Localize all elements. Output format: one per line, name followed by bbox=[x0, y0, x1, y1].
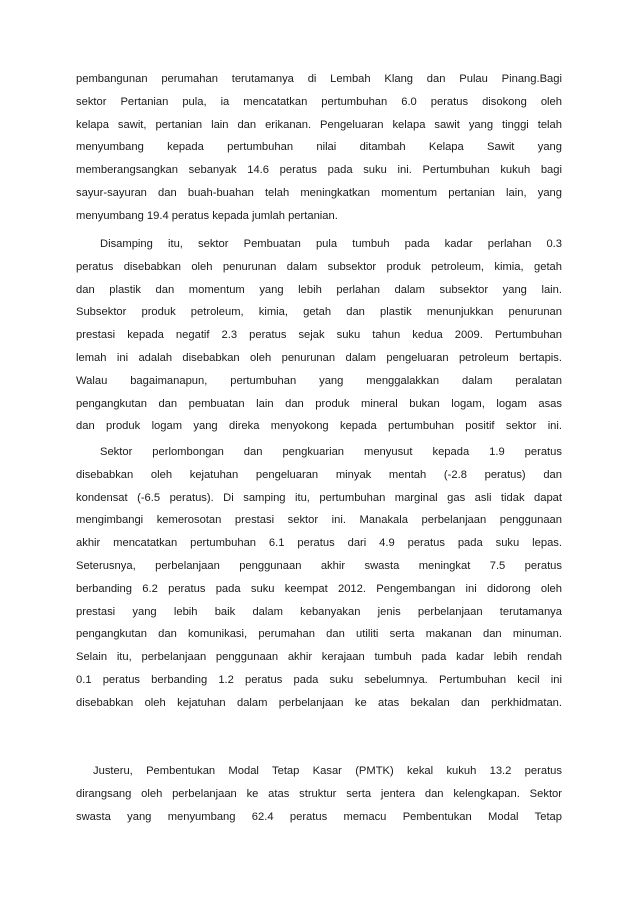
text-line: Justeru, Pembentukan Modal Tetap Kasar (PMTK) kekal kukuh 13.2 peratus bbox=[93, 765, 562, 777]
text-line: pengangkutan dan pembuatan lain dan produk mineral bukan logam, logam asas bbox=[76, 397, 562, 410]
text-line: lemah ini adalah disebabkan oleh penurunan dalam pengeluaran petroleum bertapis. bbox=[76, 351, 562, 364]
text-line: dan plastik dan momentum yang lebih perlahan dalam subsektor yang lain. bbox=[76, 283, 562, 296]
text-line: sektor Pertanian pula, ia mencatatkan pertumbuhan 6.0 peratus disokong oleh bbox=[76, 95, 562, 108]
text-line: memberangsangkan sebanyak 14.6 peratus pada suku ini. Pertumbuhan kukuh bagi bbox=[76, 164, 562, 177]
text-line: berbanding 6.2 peratus pada suku keempat 2012. Pengembangan ini didorong oleh bbox=[76, 582, 562, 595]
text-line: disebabkan oleh kejatuhan dalam perbelanjaan ke atas bekalan dan perkhidmatan. bbox=[76, 696, 562, 709]
text-line: 0.1 peratus berbanding 1.2 peratus pada suku sebelumnya. Pertumbuhan kecil ini bbox=[76, 673, 562, 686]
text-line: Seterusnya, perbelanjaan penggunaan akhir swasta meningkat 7.5 peratus bbox=[76, 559, 562, 572]
text-line: peratus disebabkan oleh penurunan dalam subsektor produk petroleum, kimia, getah bbox=[76, 260, 562, 273]
paragraph-agriculture bbox=[76, 68, 562, 228]
paragraph-mining bbox=[76, 441, 562, 715]
paragraph-manufacturing bbox=[76, 233, 562, 438]
paragraph-investment bbox=[76, 760, 562, 828]
text-line: menyumbang kepada pertumbuhan nilai ditambah Kelapa Sawit yang bbox=[76, 141, 562, 154]
text-line: mengimbangi kemerosotan prestasi sektor ini. Manakala perbelanjaan penggunaan bbox=[76, 514, 562, 527]
text-line: Disamping itu, sektor Pembuatan pula tumbuh pada kadar perlahan 0.3 bbox=[100, 238, 562, 250]
text-line: Walau bagaimanapun, pertumbuhan yang menggalakkan dalam peralatan bbox=[76, 374, 562, 387]
text-line: kelapa sawit, pertanian lain dan erikanan. Pengeluaran kelapa sawit yang tinggi telah bbox=[76, 118, 562, 131]
text-line: Subsektor produk petroleum, kimia, getah dan plastik menunjukkan penurunan bbox=[76, 306, 562, 319]
text-line: pengangkutan dan komunikasi, perumahan dan utiliti serta makanan dan minuman. bbox=[76, 628, 562, 641]
text-line: prestasi kepada negatif 2.3 peratus sejak suku tahun kedua 2009. Pertumbuhan bbox=[76, 329, 562, 342]
text-line: dan produk logam yang direka menyokong kepada pertumbuhan positif sektor ini. bbox=[76, 420, 562, 433]
text-line: Selain itu, perbelanjaan penggunaan akhir kerajaan tumbuh pada kadar lebih rendah bbox=[76, 651, 562, 664]
text-line: swasta yang menyumbang 62.4 peratus memacu Pembentukan Modal Tetap bbox=[76, 810, 562, 823]
text-line: Sektor perlombongan dan pengkuarian menyusut kepada 1.9 peratus bbox=[100, 446, 562, 458]
text-line: kondensat (-6.5 peratus). Di samping itu, pertumbuhan marginal gas asli tidak dapat bbox=[76, 491, 562, 504]
text-line: sayur-sayuran dan buah-buahan telah meningkatkan momentum pertanian lain, yang bbox=[76, 186, 562, 199]
text-line: prestasi yang lebih baik dalam kebanyakan jenis perbelanjaan terutamanya bbox=[76, 605, 562, 618]
text-line: menyumbang 19.4 peratus kepada jumlah pertanian. bbox=[76, 209, 338, 222]
text-line: disebabkan oleh kejatuhan pengeluaran minyak mentah (-2.8 peratus) dan bbox=[76, 468, 562, 481]
text-line: dirangsang oleh perbelanjaan ke atas struktur serta jentera dan kelengkapan. Sektor bbox=[76, 787, 562, 800]
text-line: akhir mencatatkan pertumbuhan 6.1 peratus dari 4.9 peratus pada suku lepas. bbox=[76, 537, 562, 550]
text-line: pembangunan perumahan terutamanya di Lembah Klang dan Pulau Pinang.Bagi bbox=[76, 73, 562, 85]
